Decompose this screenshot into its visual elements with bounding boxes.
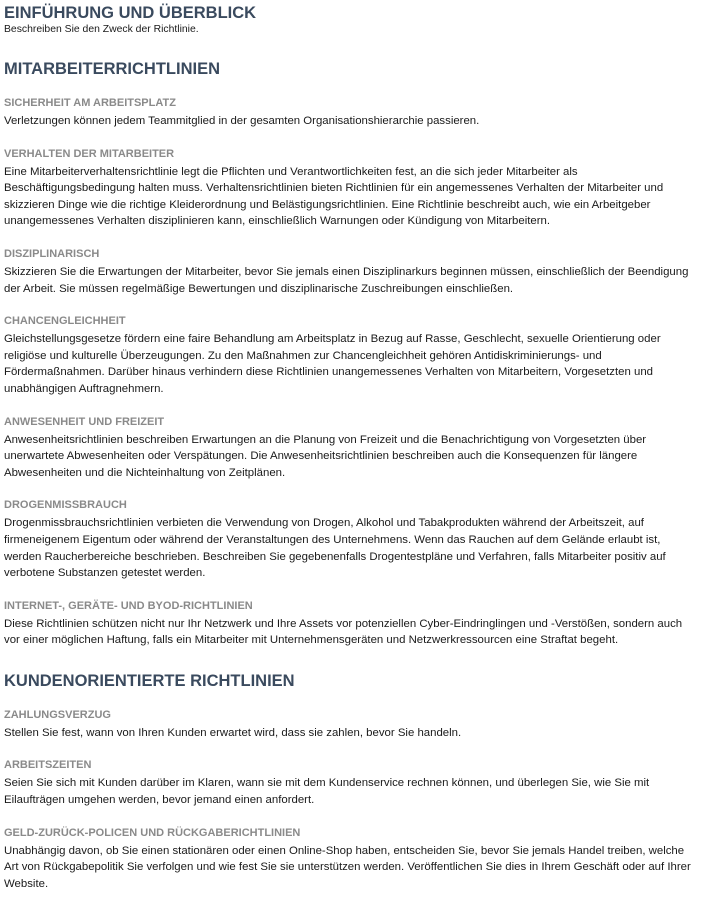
section-heading: ANWESENHEIT UND FREIZEIT	[4, 415, 165, 428]
intro-title: EINFÜHRUNG UND ÜBERBLICK	[4, 4, 257, 22]
section-heading: VERHALTEN DER MITARBEITER	[4, 147, 175, 160]
section-heading: SICHERHEIT AM ARBEITSPLATZ	[4, 97, 176, 109]
section-heading: INTERNET-, GERÄTE- UND BYOD-RICHTLINIEN	[4, 599, 253, 612]
section-employee-conduct	[4, 147, 700, 230]
section-text: Diese Richtlinien schützen nicht nur Ihr Netzwerk und Ihre Assets vor potenziellen Cyber-Eindringlingen und -Verstößen, sondern auch vor einer möglichen Haftung, falls ein Mitarbeiter mit Unternehmensgeräten und Netzwerkressourcen eine Straftat begeht.	[4, 617, 683, 647]
section-internet-byod	[4, 599, 700, 649]
section-drug-abuse	[4, 498, 700, 581]
section-late-payment	[4, 708, 700, 742]
section-text: Seien Sie sich mit Kunden darüber im Klaren, wann sie mit dem Kundenservice rechnen können, und überlegen Sie, wie Sie mit Eilaufträgen umgehen werden, bevor jemand einen anfordert.	[4, 777, 650, 807]
section-text: Anwesenheitsrichtlinien beschreiben Erwartungen an die Planung von Freizeit und die Benachrichtigung von Vorgesetzten über unerwartete Abwesenheiten oder Verspätungen. Die Anwesenheitsrichtlinien beschreiben auch die Konsequenzen für längere Abwesenheiten und die Nichteinhaltung von Zeitplänen.	[4, 433, 647, 479]
section-heading: ZAHLUNGSVERZUG	[4, 708, 111, 721]
section-text: Gleichstellungsgesetze fördern eine faire Behandlung am Arbeitsplatz in Bezug auf Rasse, Geschlecht, sexuelle Orientierung oder religiöse und kulturelle Überzeugungen. Zu den Maßnahmen zur Chancengleichheit gehören Antidiskriminierungs- und Fördermaßnahmen. Darüber hinaus verhindern diese Richtlinien unangemessenes Verhalten von Mitarbeitern, Vorgesetzten und unabhängigen Auftragnehmern.	[4, 333, 661, 395]
section-heading: GELD-ZURÜCK-POLICEN UND RÜCKGABERICHTLINIEN	[4, 826, 301, 839]
section-text: Eine Mitarbeiterverhaltensrichtlinie legt die Pflichten und Verantwortlichkeiten fest, an die sich jeder Mitarbeiter als Beschäftigungsbedingung halten muss. Verhaltensrichtlinien bieten Richtlinien für ein angemessenes Verhalten der Mitarbeiter und skizzieren Dinge wie die richtige Kleiderordnung und Belästigungsrichtlinien. Eine Richtlinie beschreibt auch, wie ein Arbeitgeber unangemessenes Verhalten disziplinieren kann, einschließlich Warnungen oder Kündigung von Mitarbeitern.	[4, 165, 664, 228]
intro-text: Beschreiben Sie den Zweck der Richtlinie.	[4, 24, 199, 35]
section-text: Stellen Sie fest, wann von Ihren Kunden erwartet wird, dass sie zahlen, bevor Sie handeln.	[4, 726, 462, 739]
section-text: Verletzungen können jedem Teammitglied in der gesamten Organisationshierarchie passieren.	[4, 115, 480, 127]
section-text: Skizzieren Sie die Erwartungen der Mitarbeiter, bevor Sie jemals einen Disziplinarkurs beginnen müssen, einschließlich der Beendigung der Arbeit. Sie müssen regelmäßige Bewertungen und disziplinarische Zuschreibungen einschließen.	[4, 265, 689, 295]
section-heading: DISZIPLINARISCH	[4, 247, 100, 260]
section-heading: ARBEITSZEITEN	[4, 759, 92, 772]
employee-policies-title: MITARBEITERRICHTLINIEN	[4, 60, 221, 78]
section-attendance	[4, 415, 700, 482]
section-workplace-safety	[4, 96, 700, 130]
section-heading: DROGENMISSBRAUCH	[4, 499, 127, 512]
section-disciplinary	[4, 247, 700, 297]
section-equal-opportunity	[4, 314, 700, 397]
customer-policies-title: KUNDENORIENTIERTE RICHTLINIEN	[4, 671, 295, 690]
section-text: Drogenmissbrauchsrichtlinien verbieten die Verwendung von Drogen, Alkohol und Tabakprodukten während der Arbeitszeit, auf firmeneigenem Eigentum oder während der Veranstaltungen des Unternehmens. Wenn das Rauchen auf dem Gelände erlaubt ist, werden Raucherbereiche beschrieben. Beschreiben Sie gegebenenfalls Drogentestpläne und Verfahren, falls Mitarbeiter positiv auf verbotene Substanzen getestet werden.	[4, 517, 666, 580]
section-heading: CHANCENGLEICHHEIT	[4, 315, 126, 328]
section-working-hours	[4, 758, 700, 808]
section-refund-returns	[4, 826, 700, 893]
section-text: Unabhängig davon, ob Sie einen stationären oder einen Online-Shop haben, entscheiden Sie, bevor Sie jemals Handel treiben, welche Art von Rückgabepolitik Sie verfolgen und wie fest Sie sie unterstützen werden. Veröffentlichen Sie dies in Ihrem Geschäft oder auf Ihrer Website.	[4, 844, 691, 890]
